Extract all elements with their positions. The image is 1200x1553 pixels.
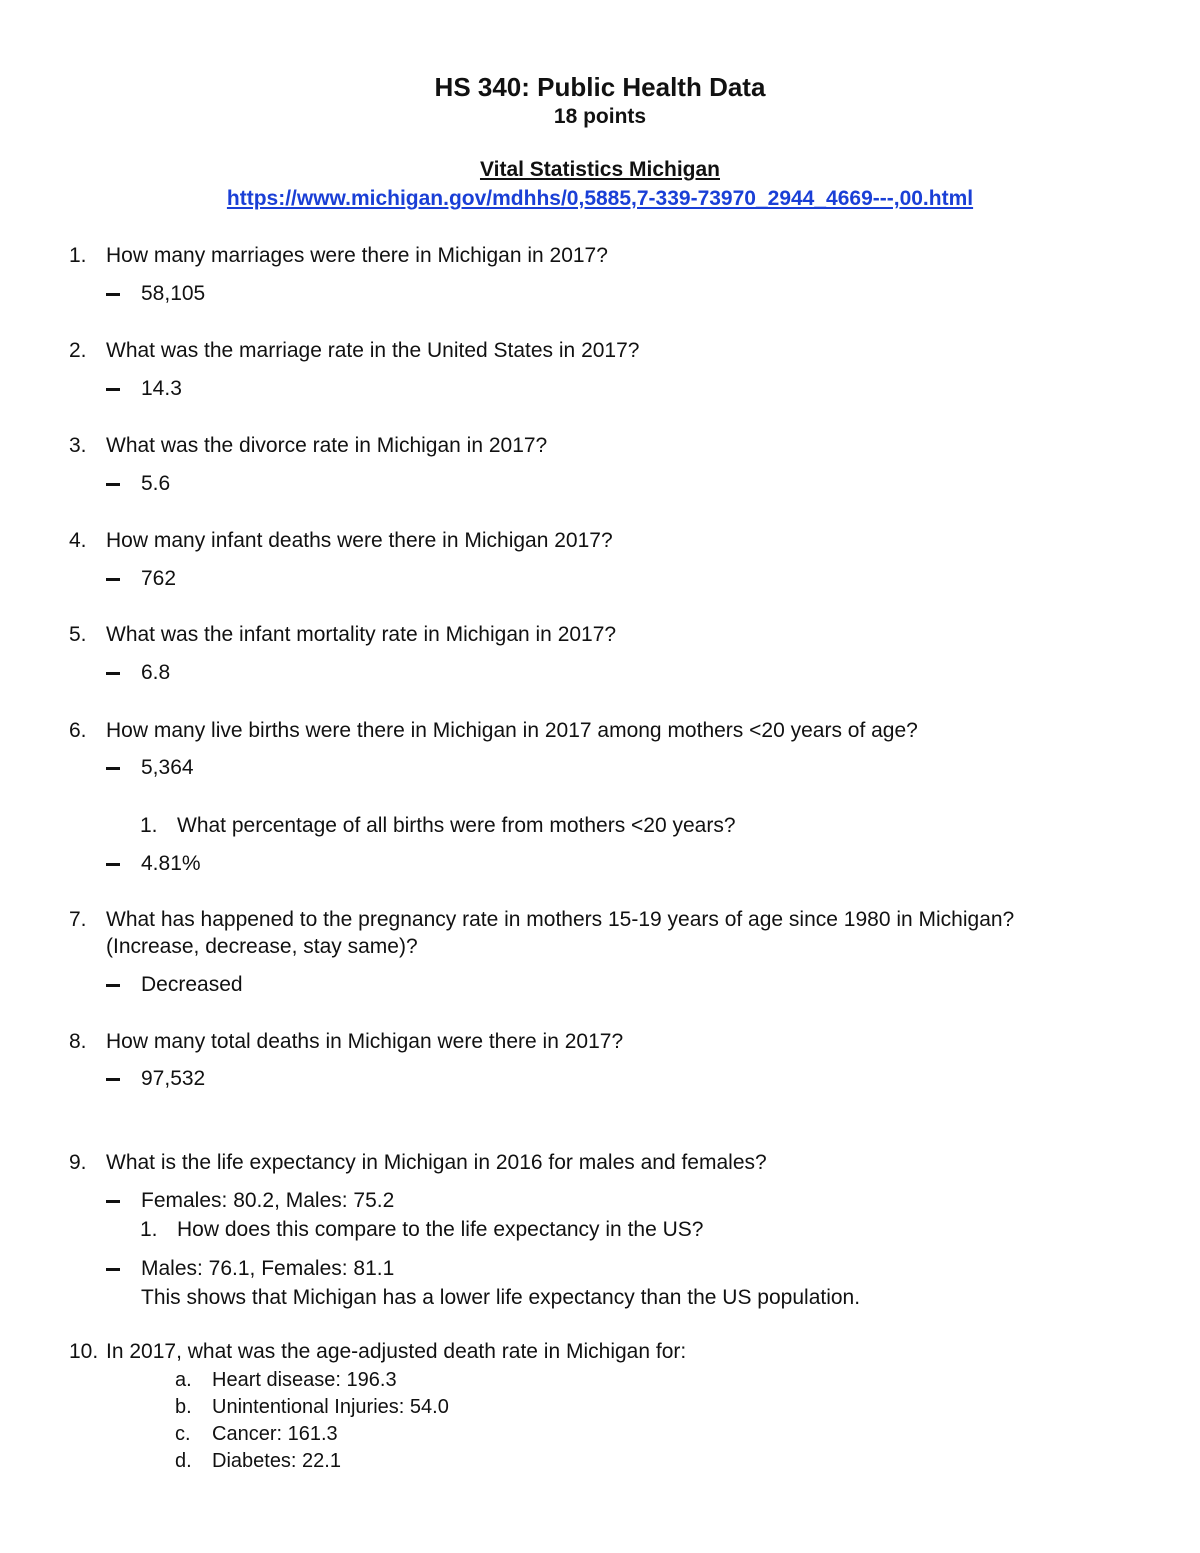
question-text: What was the infant mortality rate in Michigan in 2017?	[106, 623, 617, 646]
question-number: 9.	[69, 1151, 87, 1174]
question-number: 3.	[69, 434, 87, 457]
question-text: How many total deaths in Michigan were there in 2017?	[106, 1030, 624, 1053]
question-text: How many live births were there in Michigan in 2017 among mothers <20 years of age?	[106, 719, 918, 742]
question-number: 6.	[69, 719, 87, 742]
question-text: How many marriages were there in Michigan in 2017?	[106, 244, 608, 267]
item-letter: c.	[175, 1423, 191, 1445]
item-letter: b.	[175, 1396, 192, 1418]
question-text: In 2017, what was the age-adjusted death rate in Michigan for:	[106, 1340, 687, 1363]
answer-text: 762	[141, 567, 177, 590]
answer-text: Decreased	[141, 973, 243, 996]
answer-text: 97,532	[141, 1067, 206, 1090]
question-text: What was the marriage rate in the United States in 2017?	[106, 339, 640, 362]
answer-text: 58,105	[141, 282, 206, 305]
answer-text: Females: 80.2, Males: 75.2	[141, 1189, 395, 1212]
item-text: Heart disease: 196.3	[212, 1369, 397, 1391]
sub-question-text: How does this compare to the life expectancy in the US?	[177, 1218, 704, 1241]
item-text: Diabetes: 22.1	[212, 1450, 341, 1472]
dash-bullet-icon	[106, 767, 120, 770]
dash-bullet-icon	[106, 1078, 120, 1081]
question-text: How many infant deaths were there in Michigan 2017?	[106, 529, 613, 552]
answer-text: 4.81%	[141, 852, 201, 875]
question-number: 8.	[69, 1030, 87, 1053]
dash-bullet-icon	[106, 578, 120, 581]
question-text: What is the life expectancy in Michigan in 2016 for males and females?	[106, 1151, 767, 1174]
question-number: 7.	[69, 908, 87, 931]
sub-question-text: What percentage of all births were from mothers <20 years?	[177, 814, 736, 837]
dash-bullet-icon	[106, 863, 120, 866]
sub-question-number: 1.	[140, 1218, 158, 1241]
dash-bullet-icon	[106, 293, 120, 296]
item-letter: a.	[175, 1369, 192, 1391]
answer-text: 5.6	[141, 472, 171, 495]
question-number: 2.	[69, 339, 87, 362]
item-text: Cancer: 161.3	[212, 1423, 338, 1445]
dash-bullet-icon	[106, 483, 120, 486]
question-number: 5.	[69, 623, 87, 646]
dash-bullet-icon	[106, 984, 120, 987]
answer-text: 6.8	[141, 661, 171, 684]
question-text: What has happened to the pregnancy rate in mothers 15-19 years of age since 1980 in Michigan?	[106, 908, 1015, 931]
dash-bullet-icon	[106, 672, 120, 675]
item-text: Unintentional Injuries: 54.0	[212, 1396, 449, 1418]
section-heading: Vital Statistics Michigan	[479, 158, 720, 181]
item-letter: d.	[175, 1450, 192, 1472]
answer-text: 14.3	[141, 377, 182, 400]
document-title: HS 340: Public Health Data	[434, 72, 766, 102]
points-label: 18 points	[553, 105, 647, 128]
note-text: This shows that Michigan has a lower life expectancy than the US population.	[141, 1286, 861, 1309]
answer-text: Males: 76.1, Females: 81.1	[141, 1257, 395, 1280]
dash-bullet-icon	[106, 1200, 120, 1203]
dash-bullet-icon	[106, 388, 120, 391]
question-number: 10.	[69, 1340, 99, 1363]
answer-text: 5,364	[141, 756, 194, 779]
question-number: 1.	[69, 244, 87, 267]
question-text-continued: (Increase, decrease, stay same)?	[106, 935, 418, 958]
question-text: What was the divorce rate in Michigan in 2017?	[106, 434, 548, 457]
dash-bullet-icon	[106, 1268, 120, 1271]
source-link[interactable]: https://www.michigan.gov/mdhhs/0,5885,7-339-73970_2944_4669---,00.html	[226, 187, 974, 210]
sub-question-number: 1.	[140, 814, 158, 837]
question-number: 4.	[69, 529, 87, 552]
